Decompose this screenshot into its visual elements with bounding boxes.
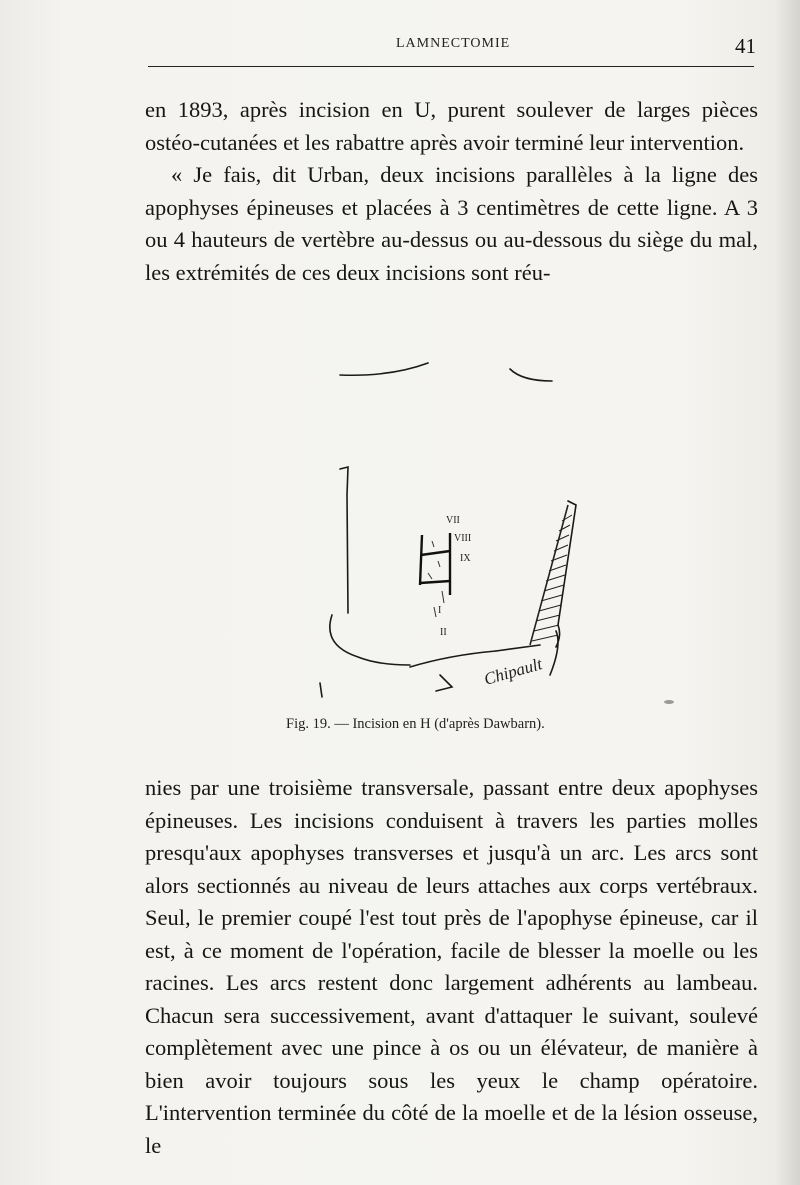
paragraph: « Je fais, dit Urban, deux incisions parallèles à la ligne des apophyses épineuses et placées à 3 centimètres de cette ligne. A 3 ou 4 hauteurs de vertèbre au-dessus ou au-dessous du siège du mal, les extrémités de ces deux incisions sont réu- [145,162,758,285]
vertebra-label-ii: II [440,627,447,638]
page-number: 41 [735,34,756,58]
lower-middle-curve [410,651,496,667]
spine-incision-drawing [300,345,700,715]
left-flank-line [340,467,348,613]
lower-right-line [496,645,540,651]
lower-mark [436,675,452,691]
body-text-bottom [145,772,758,1162]
running-title: LAMNECTOMIE [396,36,511,51]
neck-line-right [510,369,552,381]
vertebra-labels [438,515,471,638]
header-rule [148,66,754,67]
body-text-top [145,94,758,289]
lower-left-curve [330,615,410,665]
paragraph: en 1893, après incision en U, purent soulever de larges pièces ostéo-cutanées et les rabattre après avoir terminé leur intervention. [145,97,758,155]
paper-fleck [664,700,674,704]
figure-illustration [300,345,700,715]
right-lower-contour [550,631,558,675]
paragraph: nies par une troisième transversale, passant entre deux apophyses épineuses. Les incisions conduisent à travers les parties molles presqu'aux apophyses transverses et jusqu'à un arc. Les arcs sont alors sectionnés au niveau de leurs attaches aux corps vertébraux. Seul, le premier coupé l'est tout près de l'apophyse épineuse, car il est, à ce moment de l'opération, facile de blesser la moelle ou les racines. Les arcs restent donc largement adhérents au lambeau. Chacun sera successivement, avant d'attaquer le suivant, soulevé complètement avec une pince à os ou un élévateur, de manière à bien avoir toujours sous les yeux le champ opératoire. L'intervention terminée du côté de la moelle et de la lésion osseuse, le [145,775,758,1158]
vertebra-label-viii: VIII [454,533,472,544]
figure-caption: Fig. 19. — Incision en H (d'après Dawbarn). [286,716,545,732]
h-incision [420,533,450,595]
running-head [0,36,800,66]
vertebra-label-i: I [438,605,442,616]
neck-line-left [340,363,428,375]
page-edge-shadow [774,0,800,1185]
lower-left-tick [320,683,322,697]
vertebra-label-ix: IX [460,553,471,564]
artist-signature: Chipault [481,654,545,689]
vertebra-label-vii: VII [446,515,460,526]
